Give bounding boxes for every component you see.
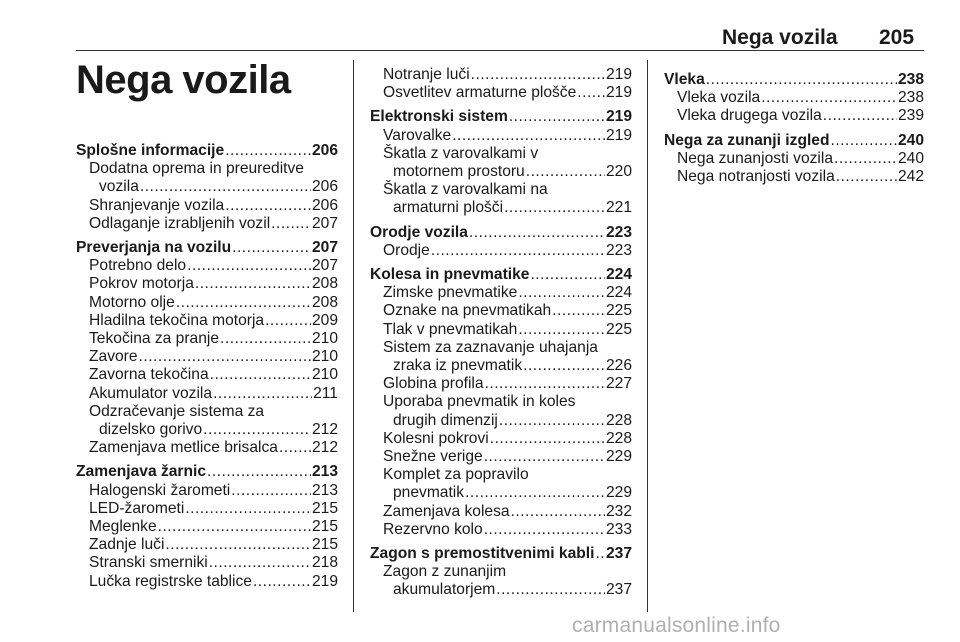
toc-entry[interactable] (76, 482, 338, 500)
toc-entry[interactable] (370, 563, 632, 581)
toc-entry[interactable] (76, 294, 338, 312)
toc-entry[interactable] (76, 178, 338, 196)
toc-page-number: 206 (311, 178, 338, 196)
dot-leader (504, 199, 605, 217)
toc-entry-label: Zagon s premostitvenimi kabli (370, 545, 595, 563)
toc-page-number: 220 (605, 163, 632, 181)
toc-section-entry[interactable] (76, 142, 338, 160)
toc-page-number: 238 (897, 89, 924, 107)
toc-entry[interactable] (370, 448, 632, 466)
toc-entry-label: Nega za zunanji izgled (664, 131, 830, 149)
toc-entry[interactable] (76, 518, 338, 536)
toc-entry[interactable] (370, 199, 632, 217)
toc-entry-label: Tlak v pnevmatikah (383, 320, 518, 338)
toc-entry[interactable] (76, 439, 338, 457)
toc-entry-label: Komplet za popravilo (383, 466, 529, 484)
toc-entry-label: Stranski smerniki (89, 554, 208, 572)
toc-entry-label: Dodatna oprema in preureditve (89, 160, 304, 178)
toc-page-number: 207 (311, 239, 338, 257)
column-divider (647, 60, 648, 612)
toc-column-1 (76, 142, 338, 591)
toc-entry-label: Akumulator vozila (89, 384, 213, 402)
dot-leader (490, 430, 605, 448)
toc-page-number: 218 (311, 554, 338, 572)
toc-page-number: 237 (605, 545, 632, 563)
dot-leader (220, 330, 311, 348)
toc-entry-label: Meglenke (89, 518, 157, 536)
toc-page-number: 219 (605, 66, 632, 83)
toc-entry[interactable] (370, 375, 632, 393)
toc-entry-label: Nega zunanjosti vozila (677, 149, 834, 167)
dot-leader (158, 518, 311, 536)
toc-page-number: 238 (897, 71, 924, 88)
dot-leader (187, 257, 311, 275)
toc-entry[interactable] (370, 393, 632, 411)
toc-entry-label: Tekočina za pranje (89, 330, 220, 348)
dot-leader (496, 581, 605, 599)
toc-entry[interactable] (76, 197, 338, 215)
toc-entry-label: Elektronski sistem (370, 108, 508, 126)
dot-leader (465, 484, 605, 502)
toc-page-number: 208 (311, 275, 338, 293)
toc-entry-label: Odlaganje izrabljenih vozil (89, 214, 271, 232)
toc-entry-label: Oznake na pnevmatikah (383, 302, 552, 320)
toc-page-number: 213 (311, 463, 338, 481)
dot-leader (499, 412, 605, 430)
toc-section-entry[interactable] (664, 132, 924, 150)
toc-entry[interactable] (76, 215, 338, 233)
toc-entry-label: zraka iz pnevmatik (393, 357, 523, 375)
toc-page-number: 212 (311, 439, 338, 457)
dot-leader (577, 84, 605, 102)
dot-leader (484, 521, 605, 539)
toc-section-entry[interactable] (370, 224, 632, 242)
toc-entry[interactable] (76, 257, 338, 275)
dot-leader (485, 375, 605, 393)
toc-entry-label: drugih dimenzij (393, 411, 498, 429)
toc-entry[interactable] (76, 403, 338, 421)
toc-entry[interactable] (76, 348, 338, 366)
toc-entry-label: Osvetlitev armaturne plošče (383, 84, 577, 102)
toc-page-number: 233 (605, 520, 632, 538)
toc-entry-label: motornem prostoru (393, 163, 525, 181)
toc-entry-label: Shranjevanje vozila (89, 196, 225, 214)
toc-section-entry[interactable] (370, 266, 632, 284)
dot-leader (526, 163, 605, 181)
dot-leader (831, 132, 897, 150)
toc-entry-label: Zavore (89, 348, 138, 366)
toc-section-entry[interactable] (370, 108, 632, 126)
dot-leader (165, 536, 311, 554)
dot-leader (195, 275, 311, 293)
toc-page-number: 228 (605, 429, 632, 447)
toc-entry[interactable] (664, 107, 924, 125)
toc-entry[interactable] (370, 242, 632, 260)
toc-page-number: 208 (311, 293, 338, 311)
toc-entry-label: Zagon z zunanjim (383, 563, 507, 581)
toc-entry-label: Vleka vozila (677, 89, 761, 107)
toc-page-number: 225 (605, 302, 632, 320)
dot-leader (452, 127, 605, 145)
toc-entry-label: Zimske pnevmatike (383, 284, 518, 302)
toc-page-number: 207 (311, 214, 338, 232)
toc-page-number: 223 (605, 241, 632, 259)
dot-leader (209, 554, 311, 572)
dot-leader (523, 357, 605, 375)
toc-section-entry[interactable] (370, 545, 632, 563)
toc-entry[interactable] (370, 412, 632, 430)
dot-leader (511, 503, 605, 521)
dot-leader (140, 178, 311, 196)
toc-entry[interactable] (76, 554, 338, 572)
toc-entry-label: Potrebno delo (89, 257, 187, 275)
toc-entry[interactable] (370, 145, 632, 163)
toc-entry-label: Kolesni pokrovi (383, 429, 489, 447)
dot-leader (232, 239, 311, 257)
dot-leader (271, 215, 311, 233)
toc-entry[interactable] (370, 84, 632, 102)
toc-entry-label: armaturni plošči (393, 199, 504, 217)
toc-page-number: 223 (605, 223, 632, 241)
toc-page-number: 213 (311, 481, 338, 499)
toc-entry[interactable] (76, 573, 338, 591)
toc-column-2 (370, 66, 632, 600)
toc-page-number: 210 (311, 330, 338, 348)
toc-page-number: 227 (605, 375, 632, 393)
watermark: carmanualsonline.info (572, 614, 781, 637)
toc-entry[interactable] (76, 385, 338, 403)
dot-leader (530, 266, 605, 284)
dot-leader (834, 150, 897, 168)
toc-entry[interactable] (370, 466, 632, 484)
toc-page-number: 210 (311, 348, 338, 366)
toc-entry-label: Preverjanja na vozilu (76, 239, 232, 257)
toc-entry[interactable] (370, 484, 632, 502)
toc-page-number: 211 (313, 384, 338, 402)
toc-entry-label: Vleka (664, 71, 705, 88)
toc-entry[interactable] (664, 89, 924, 107)
dot-leader (552, 302, 605, 320)
toc-entry-label: Varovalke (383, 126, 452, 144)
toc-entry[interactable] (370, 430, 632, 448)
toc-section-entry[interactable] (664, 71, 924, 89)
toc-page-number: 224 (605, 284, 632, 302)
toc-entry[interactable] (370, 163, 632, 181)
toc-entry-label: Zamenjava kolesa (383, 502, 510, 520)
toc-entry-label: Zadnje luči (89, 536, 165, 554)
dot-leader (706, 71, 897, 89)
toc-entry-label: Kolesa in pnevmatike (370, 266, 530, 284)
toc-entry[interactable] (370, 521, 632, 539)
dot-leader (207, 463, 311, 481)
dot-leader (225, 197, 311, 215)
toc-section-entry[interactable] (76, 239, 338, 257)
dot-leader (225, 142, 311, 160)
toc-entry-label: Zamenjava žarnic (76, 463, 207, 481)
toc-entry-label: Zavorna tekočina (89, 366, 209, 384)
toc-entry-label: Pokrov motorja (89, 275, 194, 293)
toc-entry-label: Sistem za zaznavanje uhajanja (383, 338, 598, 356)
toc-entry-label: Globina profila (383, 375, 484, 393)
toc-entry-label: Zamenjava metlice brisalca (89, 439, 278, 457)
toc-entry-label: Orodje vozila (370, 223, 468, 241)
toc-entry-label: Vleka drugega vozila (677, 107, 822, 125)
toc-page-number: 242 (897, 168, 924, 186)
toc-entry-label: Lučka registrske tablice (89, 572, 252, 590)
toc-entry[interactable] (370, 503, 632, 521)
toc-entry[interactable] (76, 312, 338, 330)
toc-entry-label: Splošne informacije (76, 142, 225, 159)
toc-page-number: 215 (311, 536, 338, 554)
toc-page-number: 240 (897, 131, 924, 149)
toc-entry-label: Hladilna tekočina motorja (89, 311, 265, 329)
dot-leader (279, 439, 311, 457)
header-page-number: 205 (879, 26, 915, 49)
dot-leader (518, 284, 605, 302)
dot-leader (176, 294, 311, 312)
toc-page-number: 237 (605, 581, 632, 599)
toc-page-number: 239 (897, 107, 924, 125)
toc-entry[interactable] (76, 330, 338, 348)
dot-leader (139, 348, 311, 366)
toc-page-number: 209 (311, 311, 338, 329)
toc-entry-label: Halogenski žarometi (89, 481, 231, 499)
toc-entry-label: Motorno olje (89, 293, 175, 311)
toc-page-number: 221 (605, 199, 632, 217)
toc-entry[interactable] (664, 150, 924, 168)
dot-leader (484, 448, 605, 466)
dot-leader (595, 545, 605, 563)
toc-entry[interactable] (370, 127, 632, 145)
toc-page-number: 212 (311, 421, 338, 439)
toc-entry[interactable] (370, 284, 632, 302)
toc-entry[interactable] (370, 321, 632, 339)
toc-page-number: 207 (311, 257, 338, 275)
toc-entry-label: pnevmatik (393, 484, 465, 502)
toc-entry[interactable] (370, 581, 632, 599)
toc-entry-label: Notranje luči (383, 66, 470, 83)
toc-page-number: 219 (605, 108, 632, 126)
toc-entry-label: Škatla z varovalkami v (383, 144, 539, 162)
toc-entry[interactable] (76, 275, 338, 293)
header-title: Nega vozila (722, 26, 838, 49)
toc-entry[interactable] (76, 500, 338, 518)
dot-leader (231, 482, 311, 500)
dot-leader (210, 366, 311, 384)
dot-leader (431, 242, 605, 260)
column-divider (353, 60, 354, 612)
toc-entry-label: Nega notranjosti vozila (677, 168, 835, 186)
dot-leader (471, 66, 605, 84)
toc-entry-label: dizelsko gorivo (99, 421, 203, 439)
toc-entry[interactable] (76, 421, 338, 439)
toc-page-number: 229 (605, 484, 632, 502)
toc-page-number: 219 (605, 84, 632, 102)
toc-page-number: 219 (605, 126, 632, 144)
toc-page-number: 206 (311, 142, 338, 159)
toc-page-number: 219 (311, 572, 338, 590)
toc-entry[interactable] (370, 339, 632, 357)
toc-page-number: 224 (605, 266, 632, 284)
toc-page-number: 228 (605, 411, 632, 429)
toc-entry[interactable] (76, 160, 338, 178)
toc-page-number: 225 (605, 320, 632, 338)
dot-leader (213, 385, 312, 403)
toc-section-entry[interactable] (76, 463, 338, 481)
toc-entry-label: Škatla z varovalkami na (383, 181, 548, 199)
toc-entry-label: LED-žarometi (89, 499, 185, 517)
dot-leader (823, 107, 897, 125)
toc-entry-label: Snežne verige (383, 448, 483, 466)
dot-leader (836, 168, 897, 186)
dot-leader (761, 89, 897, 107)
toc-entry-label: vozila (99, 178, 139, 196)
toc-page-number: 215 (311, 499, 338, 517)
toc-entry[interactable] (664, 168, 924, 186)
toc-page-number: 232 (605, 502, 632, 520)
toc-entry-label: Uporaba pnevmatik in koles (383, 393, 576, 411)
toc-entry[interactable] (370, 181, 632, 199)
toc-entry-label: Orodje (383, 241, 430, 259)
dot-leader (253, 573, 311, 591)
toc-entry-label: Rezervno kolo (383, 520, 483, 538)
toc-page-number: 210 (311, 366, 338, 384)
toc-entry-label: Odzračevanje sistema za (89, 402, 265, 420)
dot-leader (518, 321, 605, 339)
toc-entry[interactable] (76, 536, 338, 554)
dot-leader (203, 421, 311, 439)
toc-entry[interactable] (370, 302, 632, 320)
toc-page-number: 215 (311, 518, 338, 536)
toc-entry[interactable] (370, 66, 632, 84)
toc-column-3 (664, 71, 924, 186)
dot-leader (509, 108, 605, 126)
toc-page-number: 229 (605, 448, 632, 466)
dot-leader (185, 500, 311, 518)
toc-page-number: 206 (311, 196, 338, 214)
toc-page-number: 226 (605, 357, 632, 375)
toc-page-number: 240 (897, 149, 924, 167)
dot-leader (469, 224, 605, 242)
toc-entry-label: akumulatorjem (393, 581, 496, 599)
toc-entry[interactable] (76, 366, 338, 384)
chapter-title: Nega vozila (76, 58, 291, 102)
header-rule (76, 50, 924, 51)
toc-entry[interactable] (370, 357, 632, 375)
dot-leader (265, 312, 311, 330)
